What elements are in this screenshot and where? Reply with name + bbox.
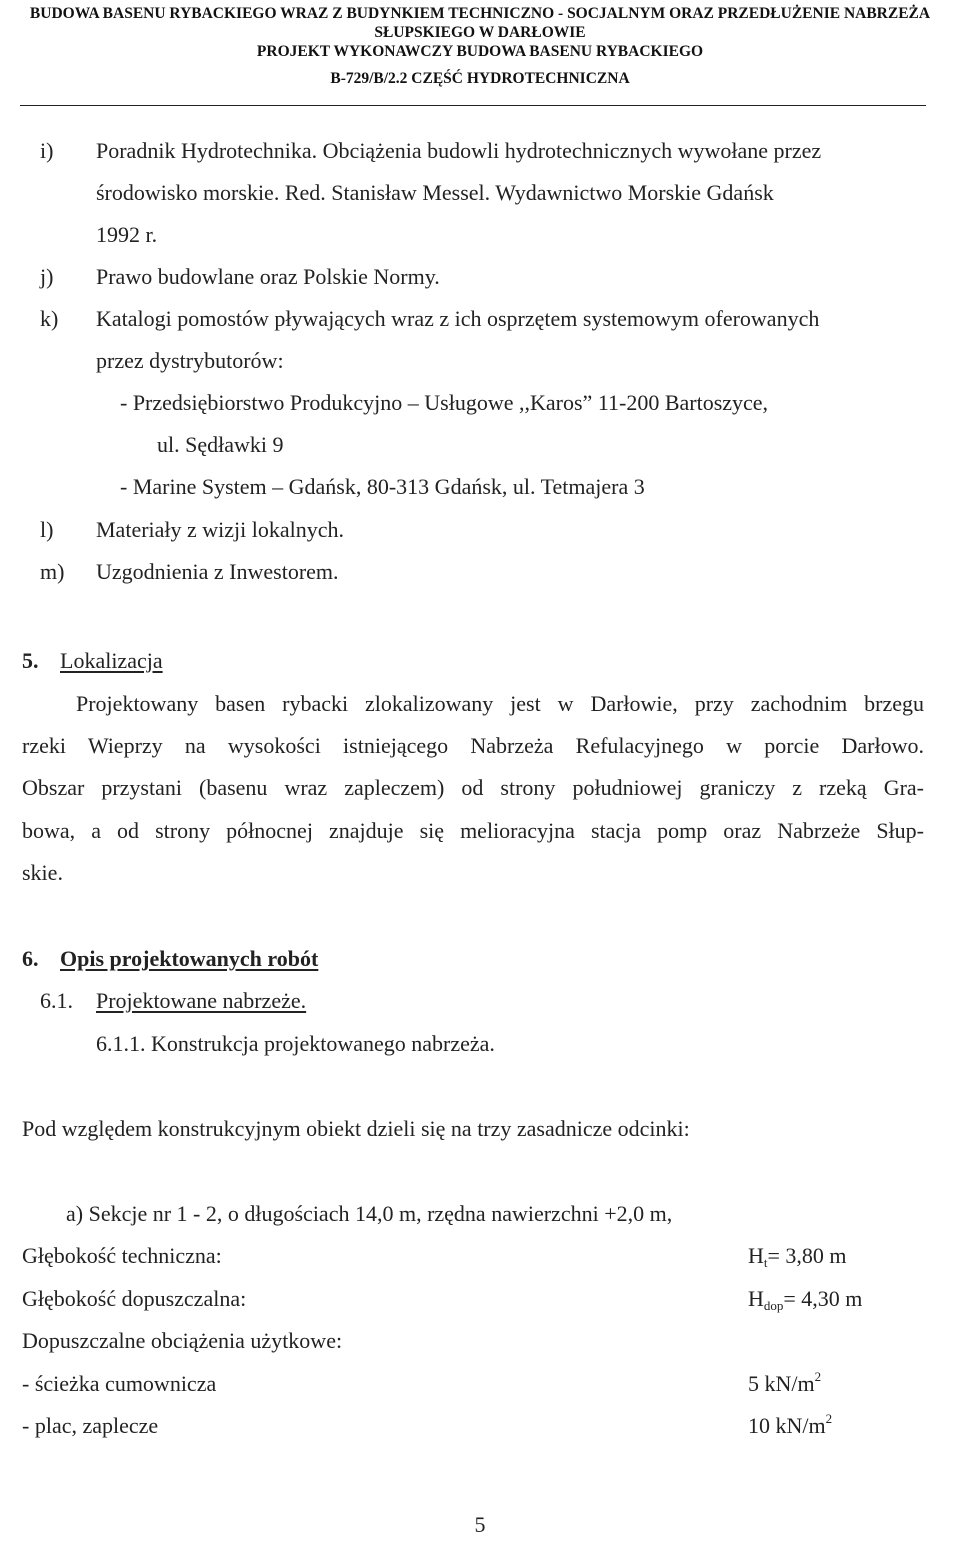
header-divider	[20, 105, 926, 106]
allowable-loads-label: Dopuszczalne obciążenia użytkowe:	[22, 1328, 343, 1353]
mooring-path-label: - ścieżka cumownicza	[22, 1371, 217, 1396]
section-6-title: Opis projektowanych robót	[60, 946, 319, 971]
mooring-path-load: 5 $kN/m^2$	[748, 1369, 822, 1396]
list-item-k-line-2: przez dystrybutorów:	[96, 348, 284, 373]
list-item-m: Uzgodnienia z Inwestorem.	[96, 559, 339, 584]
list-marker-l: l)	[40, 517, 54, 542]
yard-label: - plac, zaplecze	[22, 1413, 159, 1438]
technical-depth-value: $H_t= 3,80$ m	[748, 1243, 847, 1270]
section-6-1-number: 6.1.	[40, 988, 73, 1013]
section-5-para-line-2: rzeki Wieprzy na wysokości istniejącego Nabrzeża Refulacyjnego w porcie Darłowo.	[22, 733, 924, 758]
section-5-para-line-4: bowa, a od strony północnej znajduje się melioracyjna stacja pomp oraz Nabrzeże Słup-	[22, 818, 924, 843]
distributor-1-line-1: - Przedsiębiorstwo Produkcyjno – Usługowe ,,Karos” 11-200 Bartoszyce,	[120, 390, 769, 415]
list-item-l: Materiały z wizji lokalnych.	[96, 517, 345, 542]
header-line-1: BUDOWA BASENU RYBACKIEGO WRAZ Z BUDYNKIEM TECHNICZNO - SOCJALNYM ORAZ PRZEDŁUŻENIE NABRZEŻA	[29, 5, 931, 22]
allowable-depth-label: Głębokość dopuszczalna:	[22, 1286, 247, 1311]
list-marker-k: k)	[40, 306, 59, 331]
list-item-k-line-1: Katalogi pomostów pływających wraz z ich osprzętem systemowym oferowanych	[96, 306, 820, 331]
list-marker-j: j)	[40, 264, 54, 289]
list-item-i-line-1: Poradnik Hydrotechnika. Obciążenia budowli hydrotechnicznych wywołane przez	[96, 138, 822, 163]
allowable-depth-value: $H_{dop}= 4,30$ m	[748, 1286, 863, 1313]
header-line-4: B-729/B/2.2 CZĘŚĆ HYDROTECHNICZNA	[330, 70, 630, 87]
section-6-1-title: Projektowane nabrzeże.	[96, 988, 307, 1013]
section-5-para-line-1: Projektowany basen rybacki zlokalizowany jest w Darłowie, przy zachodnim brzegu	[76, 691, 924, 716]
section-item-a: a) Sekcje nr 1 - 2, o długościach 14,0 m, rzędna nawierzchni +2,0 m,	[66, 1201, 673, 1226]
header-line-3: PROJEKT WYKONAWCZY BUDOWA BASENU RYBACKIEGO	[256, 43, 704, 60]
section-5-title: Lokalizacja	[60, 648, 163, 673]
technical-depth-label: Głębokość techniczna:	[22, 1243, 222, 1268]
section-6-number: 6.	[22, 946, 39, 971]
header-line-2: SŁUPSKIEGO W DARŁOWIE	[374, 24, 586, 41]
page-number: 5	[474, 1512, 486, 1537]
section-5-number: 5.	[22, 648, 39, 673]
list-marker-i: i)	[40, 138, 54, 163]
distributor-2: - Marine System – Gdańsk, 80-313 Gdańsk, ul. Tetmajera 3	[120, 474, 645, 499]
list-item-i-line-3: 1992 r.	[96, 222, 158, 247]
section-5-para-line-5: skie.	[22, 860, 63, 885]
list-item-i-line-2: środowisko morskie. Red. Stanisław Messel. Wydawnictwo Morskie Gdańsk	[96, 180, 774, 205]
yard-load: 10 $kN/m^2$	[748, 1411, 833, 1438]
construction-intro: Pod względem konstrukcyjnym obiekt dzieli się na trzy zasadnicze odcinki:	[22, 1116, 690, 1141]
list-marker-m: m)	[40, 559, 65, 584]
list-item-j: Prawo budowlane oraz Polskie Normy.	[96, 264, 440, 289]
distributor-1-line-2: ul. Sędławki 9	[157, 432, 284, 457]
section-6-1-1-title: 6.1.1. Konstrukcja projektowanego nabrzeża.	[96, 1031, 495, 1056]
section-5-para-line-3: Obszar przystani (basenu wraz zapleczem) od strony południowej graniczy z rzeką Gra-	[22, 775, 924, 800]
